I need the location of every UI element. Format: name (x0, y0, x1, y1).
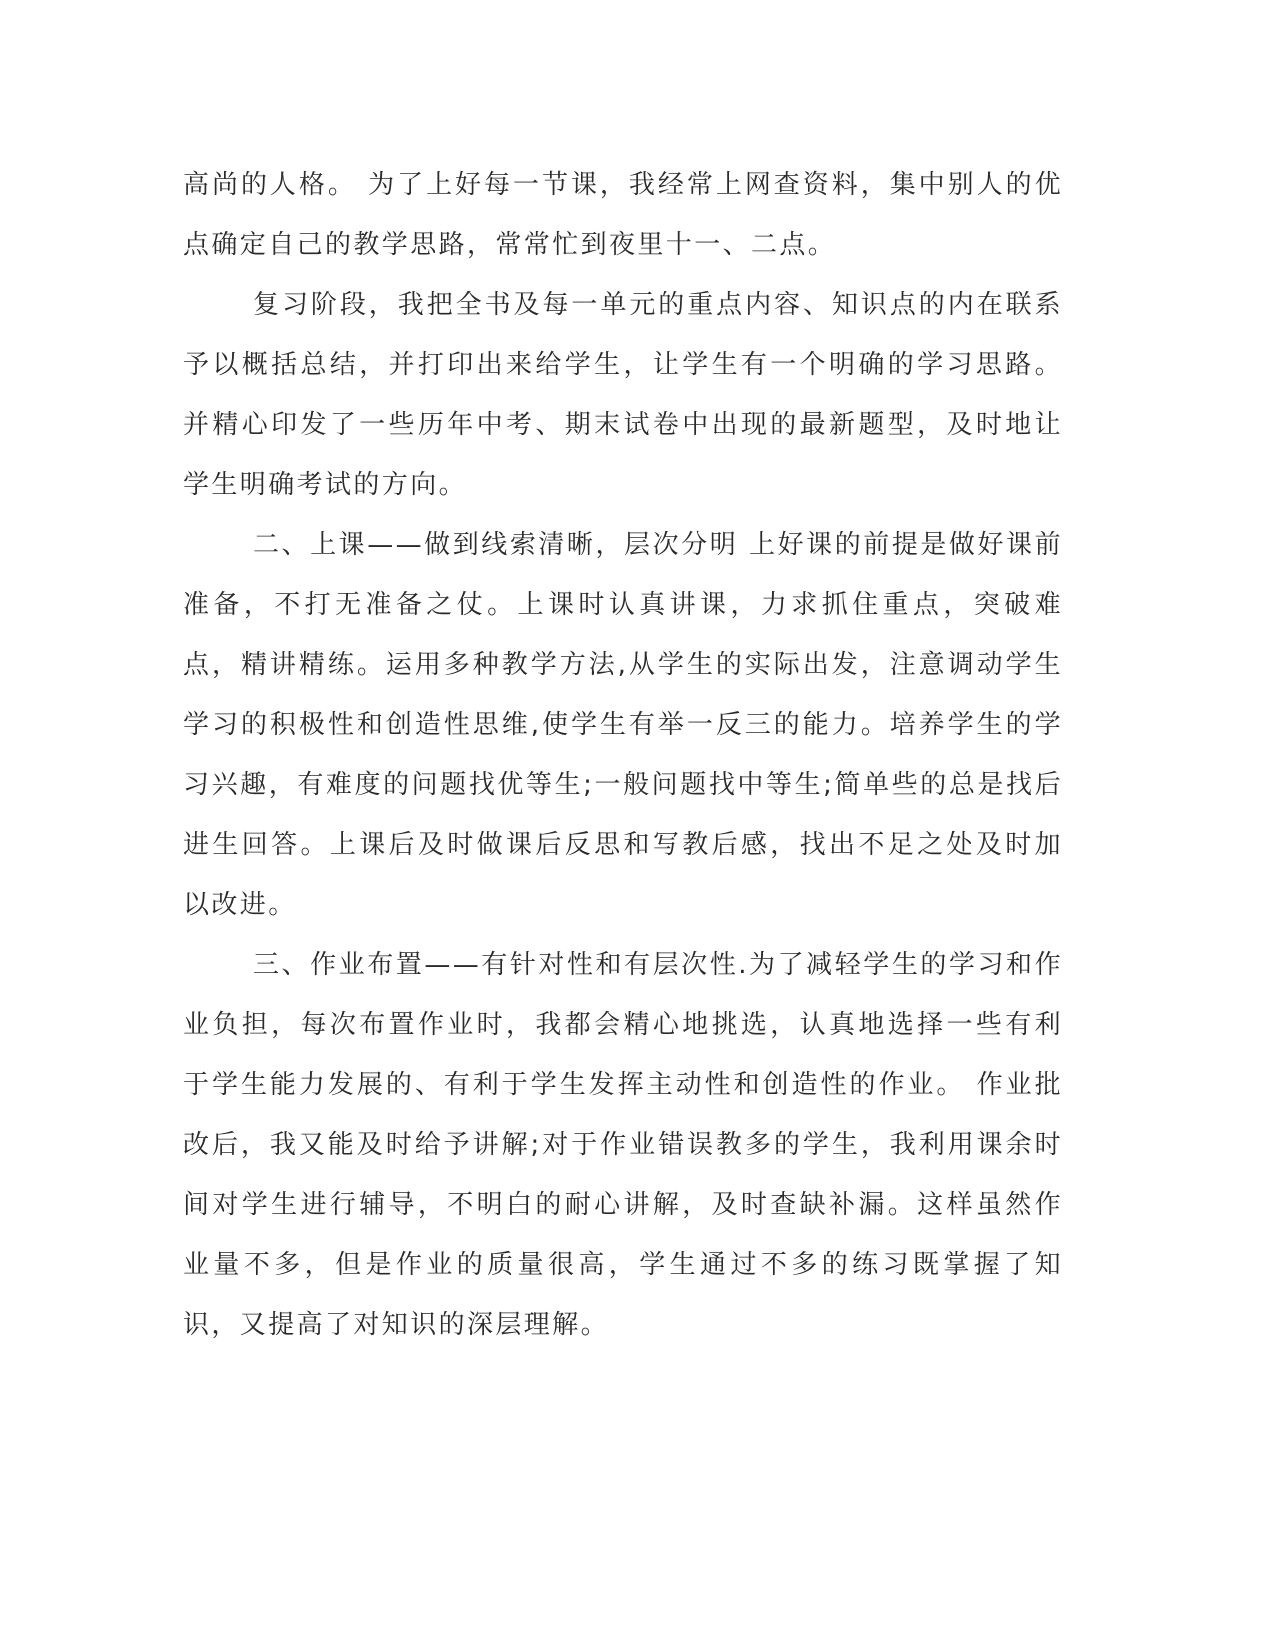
paragraph-review-stage: 复习阶段，我把全书及每一单元的重点内容、知识点的内在联系予以概括总结，并打印出来给学生，让学生有一个明确的学习思路。并精心印发了一些历年中考、期末试卷中出现的最新题型，及时地让学生明确考试的方向。 (183, 290, 1063, 500)
paragraph-section-2-class: 二、上课——做到线索清晰，层次分明 上好课的前提是做好课前准备，不打无准备之仗。上课时认真讲课，力求抓住重点，突破难点，精讲精练。运用多种教学方法,从学生的实际出发，注意调动学生学习的积极性和创造性思维,使学生有举一反三的能力。培养学生的学习兴趣，有难度的问题找优等生;一般问题找中等生;简单些的总是找后进生回答。上课后及时做课后反思和写教后感，找出不足之处及时加以改进。 (183, 530, 1063, 920)
paragraph-continuation: 高尚的人格。 为了上好每一节课，我经常上网查资料，集中别人的优点确定自己的教学思路，常常忙到夜里十一、二点。 (183, 170, 1063, 260)
document-body (183, 155, 1063, 1355)
paragraph-section-3-homework: 三、作业布置——有针对性和有层次性.为了减轻学生的学习和作业负担，每次布置作业时，我都会精心地挑选，认真地选择一些有利于学生能力发展的、有利于学生发挥主动性和创造性的作业。 作业批改后，我又能及时给予讲解;对于作业错误教多的学生，我利用课余时间对学生进行辅导，不明白的耐心讲解，及时查缺补漏。这样虽然作业量不多，但是作业的质量很高，学生通过不多的练习既掌握了知识，又提高了对知识的深层理解。 (183, 950, 1063, 1340)
